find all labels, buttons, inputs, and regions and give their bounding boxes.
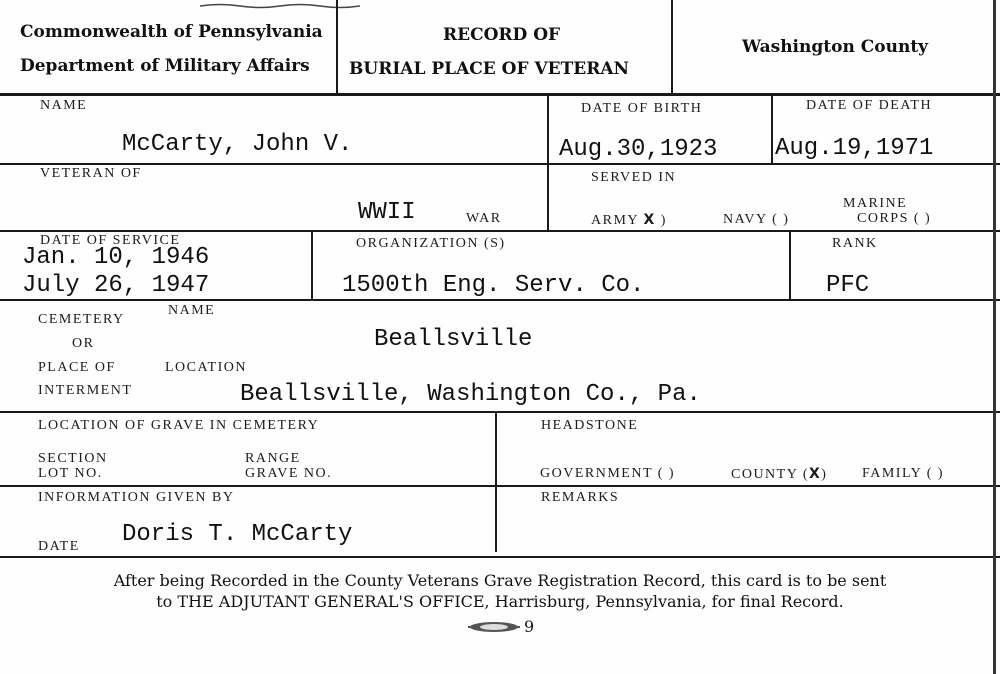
county-option-text: COUNTY bbox=[731, 467, 798, 482]
date-of-birth-value: Aug.30,1923 bbox=[559, 136, 718, 163]
agency-line-2: Department of Military Affairs bbox=[20, 56, 310, 76]
date-of-death-label: DATE OF DEATH bbox=[806, 98, 933, 113]
rank-label: RANK bbox=[832, 236, 878, 251]
record-title-line-1: RECORD OF bbox=[443, 25, 561, 45]
location-of-grave-label: LOCATION OF GRAVE IN CEMETERY bbox=[38, 418, 320, 433]
navy-label: NAVY ( ) bbox=[723, 212, 790, 227]
lot-no-label: LOT NO. bbox=[38, 466, 103, 481]
date-of-birth-label: DATE OF BIRTH bbox=[581, 101, 703, 116]
printer-number: 9 bbox=[524, 617, 535, 636]
or-label: OR bbox=[72, 336, 95, 351]
service-divider-1 bbox=[311, 232, 313, 300]
veteran-of-divider bbox=[547, 164, 549, 231]
county-heading: Washington County bbox=[742, 37, 929, 57]
marine-label: MARINE bbox=[843, 196, 908, 211]
rank-value: PFC bbox=[826, 272, 870, 299]
range-label: RANGE bbox=[245, 451, 301, 466]
informant-name: Doris T. McCarty bbox=[122, 521, 353, 548]
scan-edge-line bbox=[993, 0, 996, 674]
interment-label: INTERMENT bbox=[38, 383, 133, 398]
war-label: WAR bbox=[466, 211, 502, 226]
informant-row-rule bbox=[0, 556, 1000, 558]
army-label: ARMY X ) bbox=[591, 212, 667, 228]
government-option: GOVERNMENT ( ) bbox=[540, 466, 676, 481]
veteran-row-rule bbox=[0, 230, 1000, 232]
location-value: Beallsville, Washington Co., Pa. bbox=[240, 381, 701, 408]
family-option: FAMILY ( ) bbox=[862, 466, 945, 481]
service-divider-2 bbox=[789, 232, 791, 300]
record-title-line-2: BURIAL PLACE OF VETERAN bbox=[349, 59, 630, 79]
footer-instructions-line-2: to THE ADJUTANT GENERAL'S OFFICE, Harrisburg, Pennsylvania, for final Record. bbox=[156, 592, 844, 611]
date-label: DATE bbox=[38, 539, 80, 554]
name-divider bbox=[547, 96, 549, 164]
header-bottom-rule bbox=[0, 93, 1000, 96]
service-start-date: Jan. 10, 1946 bbox=[22, 244, 210, 271]
veteran-of-value: WWII bbox=[358, 199, 416, 226]
grave-divider bbox=[495, 412, 497, 552]
served-in-label: SERVED IN bbox=[591, 170, 677, 185]
army-text: ARMY bbox=[591, 213, 639, 228]
cemetery-row-rule bbox=[0, 411, 1000, 413]
county-check-mark: X bbox=[808, 466, 822, 482]
information-given-by-label: INFORMATION GIVEN BY bbox=[38, 490, 235, 505]
corps-label: CORPS ( ) bbox=[857, 211, 932, 226]
name-row-rule bbox=[0, 163, 1000, 165]
organization-value: 1500th Eng. Serv. Co. bbox=[342, 272, 645, 299]
grave-no-label: GRAVE NO. bbox=[245, 466, 333, 481]
county-option: COUNTY (X) bbox=[731, 466, 828, 482]
agency-line-1: Commonwealth of Pennsylvania bbox=[20, 22, 323, 42]
date-of-service-label: DATE OF SERVICE bbox=[40, 233, 181, 248]
grave-row-rule bbox=[0, 485, 1000, 487]
section-label: SECTION bbox=[38, 451, 108, 466]
army-check-mark: X bbox=[643, 212, 656, 228]
organization-label: ORGANIZATION (S) bbox=[356, 236, 506, 251]
cemetery-label: CEMETERY bbox=[38, 312, 125, 327]
header-divider-2 bbox=[671, 0, 673, 94]
date-of-death-value: Aug.19,1971 bbox=[775, 135, 934, 162]
union-bug-emblem-icon bbox=[466, 620, 522, 634]
location-label: LOCATION bbox=[165, 360, 247, 375]
veteran-name: McCarty, John V. bbox=[122, 131, 353, 158]
footer-instructions-line-1: After being Recorded in the County Veterans Grave Registration Record, this card is to be sent bbox=[113, 571, 887, 590]
service-row-rule bbox=[0, 299, 1000, 301]
place-of-label: PLACE OF bbox=[38, 360, 116, 375]
name-label: NAME bbox=[40, 98, 88, 113]
cemetery-name-value: Beallsville bbox=[374, 326, 533, 353]
headstone-label: HEADSTONE bbox=[541, 418, 639, 433]
birth-death-divider bbox=[771, 96, 773, 164]
cemetery-name-label: NAME bbox=[168, 303, 216, 318]
service-end-date: July 26, 1947 bbox=[22, 272, 210, 299]
header-divider-1 bbox=[336, 0, 338, 94]
remarks-label: REMARKS bbox=[541, 490, 620, 505]
veteran-of-label: VETERAN OF bbox=[40, 166, 142, 181]
